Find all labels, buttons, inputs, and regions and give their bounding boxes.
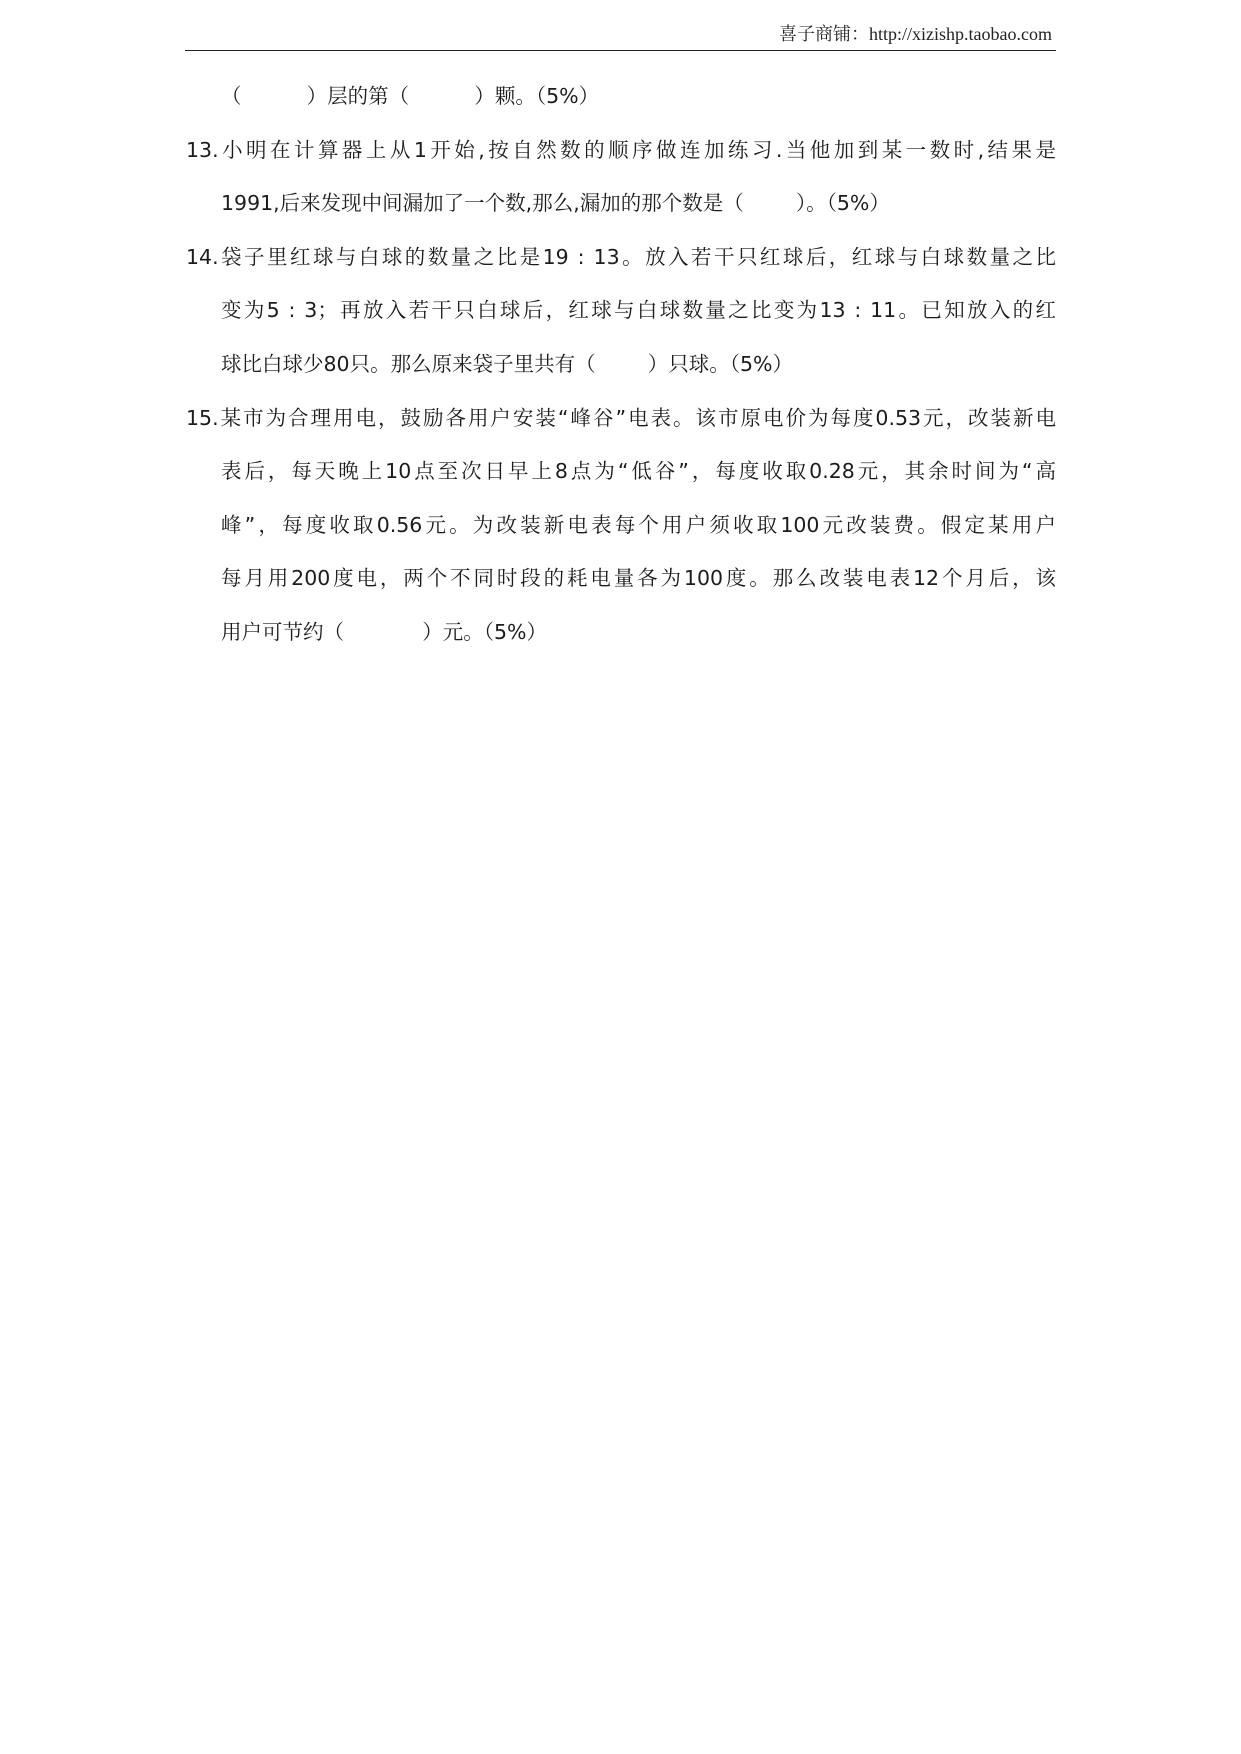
question-line-text: 球比白球少80只。那么原来袋子里共有（ ）只球。（5%） xyxy=(221,351,793,376)
question-text xyxy=(186,132,1056,168)
shop-header-text: 喜子商铺：http://xizishp.taobao.com xyxy=(779,24,1052,44)
question-line-text: 用户可节约（ ）元。（5%） xyxy=(221,619,547,644)
question-line-text: 表后，每天晚上10点至次日早上8点为“低谷”，每度收取0.28元，其余时间为“高 xyxy=(221,459,1056,484)
question-14 xyxy=(186,239,1056,400)
question-line xyxy=(186,400,1056,454)
page-header xyxy=(185,18,1056,51)
question-line-text: 1991,后来发现中间漏加了一个数,那么,漏加的那个数是（ ）。（5%） xyxy=(221,191,890,216)
question-number: 14. xyxy=(186,244,219,269)
question-line-text: 变为5 : 3；再放入若干只白球后，红球与白球数量之比变为13 : 11。已知放入的红 xyxy=(221,298,1056,323)
question-line xyxy=(186,614,1056,668)
question-line-text: 袋子里红球与白球的数量之比是19 : 13。放入若干只红球后，红球与白球数量之比 xyxy=(218,244,1056,269)
question-line xyxy=(186,346,1056,400)
question-number: 13. xyxy=(186,137,219,162)
question-line-text: 每月用200度电，两个不同时段的耗电量各为100度。那么改装电表12个月后，该 xyxy=(221,566,1056,591)
continuation-text: （ ）层的第（ ）颗。（5%） xyxy=(221,84,600,108)
question-text xyxy=(186,239,1056,275)
question-line xyxy=(186,185,1056,239)
document-body xyxy=(186,78,1056,668)
question-line xyxy=(186,132,1056,186)
question-line xyxy=(186,560,1056,614)
question-line xyxy=(186,239,1056,293)
question-12-continuation xyxy=(186,78,1056,132)
question-line-text: 小明在计算器上从1开始,按自然数的顺序做连加练习.当他加到某一数时,结果是 xyxy=(218,137,1056,162)
question-line xyxy=(186,453,1056,507)
question-text xyxy=(186,400,1056,436)
question-line-text: 某市为合理用电，鼓励各用户安装“峰谷”电表。该市原电价为每度0.53元，改装新电 xyxy=(218,405,1056,430)
question-line-text: 峰”，每度收取0.56元。为改装新电表每个用户须收取100元改装费。假定某用户 xyxy=(221,512,1056,537)
question-15 xyxy=(186,400,1056,668)
question-number: 15. xyxy=(186,405,219,430)
question-line xyxy=(186,507,1056,561)
question-13 xyxy=(186,132,1056,239)
question-line xyxy=(186,292,1056,346)
